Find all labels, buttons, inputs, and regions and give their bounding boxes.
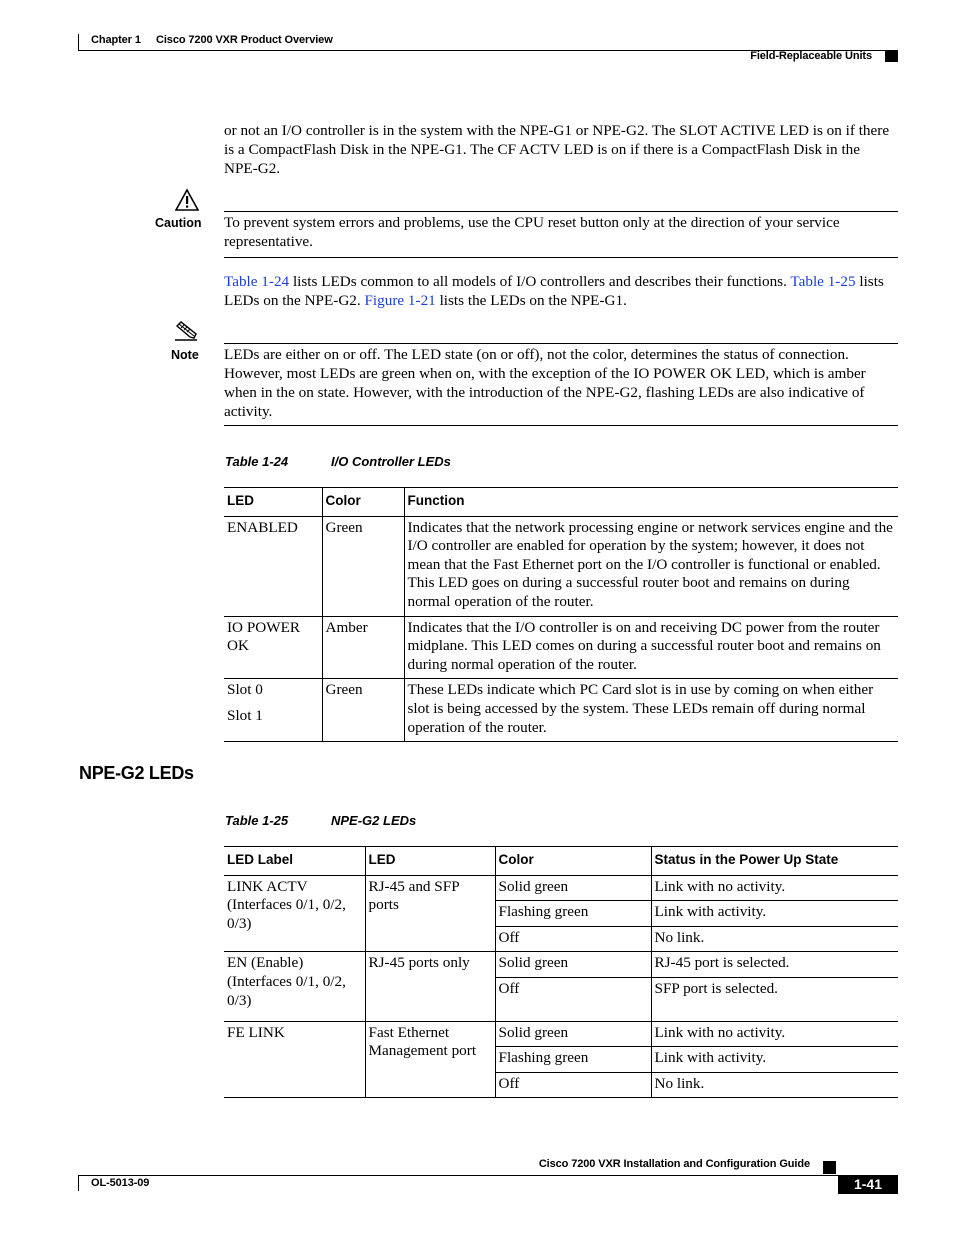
header-led-label: LED Label	[227, 852, 294, 867]
cell-color: Solid green	[495, 952, 651, 978]
cell-led-label: LINK ACTV (Interfaces 0/1, 0/2, 0/3)	[224, 875, 365, 952]
table-1-24-number: Table 1-24	[225, 454, 289, 469]
header-function: Function	[404, 488, 898, 517]
cell-color: Green	[322, 516, 404, 616]
note-text: LEDs are either on or off. The LED state (on or off), not the color, determines the status of connection. However, most LEDs are green when on, with the exception of the IO POWER OK LED, which is amber when in the on state. However, with the introduction of the NPE-G2, flashing LEDs are also indicative of activity.	[224, 346, 866, 420]
section-heading: NPE-G2 LEDs	[79, 763, 194, 783]
footer-doc-number: OL-5013-09	[91, 1177, 150, 1189]
cell-color: Solid green	[495, 875, 651, 901]
cell-status: Link with no activity.	[651, 875, 898, 901]
header-led: LED	[365, 847, 495, 876]
cell-color: Off	[495, 926, 651, 952]
note-top-rule	[224, 343, 898, 344]
cell-led-line-2: Slot 1	[227, 706, 263, 724]
cell-led-label: EN (Enable) (Interfaces 0/1, 0/2, 0/3)	[224, 952, 365, 1021]
table-row	[224, 516, 898, 616]
cell-color: Off	[495, 977, 651, 1021]
table-1-25-link[interactable]: Table 1-25	[790, 273, 856, 290]
table-row	[224, 875, 898, 901]
caution-bottom-rule	[224, 257, 898, 258]
caution-text: To prevent system errors and problems, use the CPU reset button only at the direction of your service representative.	[224, 214, 840, 250]
cell-status: Link with no activity.	[651, 1021, 898, 1047]
header-section: Field-Replaceable Units	[750, 50, 872, 62]
footer-marker-block	[823, 1161, 836, 1174]
cell-led: ENABLED	[227, 518, 298, 536]
cell-function: Indicates that the network processing engine or network services engine and the I/O controller are enabled for operation by the system; however, it does not mean that the Fast Ethernet port on the I/O controller is functional or enabled. This LED goes on during a successful router boot and remains on during normal operation of the router.	[404, 516, 898, 616]
header-left-bar	[78, 34, 79, 51]
cell-status: No link.	[651, 926, 898, 952]
cell-status: No link.	[651, 1072, 898, 1098]
note-pencil-icon	[172, 320, 200, 344]
cell-led: IO POWER OK	[227, 618, 300, 655]
header-chapter: Chapter 1	[91, 34, 141, 46]
cell-led: RJ-45 and SFP ports	[365, 875, 495, 952]
header-status: Status in the Power Up State	[651, 847, 898, 876]
cell-color: Solid green	[495, 1021, 651, 1047]
cell-color: Flashing green	[495, 1047, 651, 1073]
header-color: Color	[322, 488, 404, 517]
table-row	[224, 952, 898, 978]
header-chapter-title: Cisco 7200 VXR Product Overview	[156, 34, 333, 46]
table-1-25	[224, 846, 898, 1098]
table-1-24-link[interactable]: Table 1-24	[224, 273, 290, 290]
cell-color: Green	[322, 679, 404, 742]
footer-guide-title: Cisco 7200 VXR Installation and Configuration Guide	[538, 1158, 810, 1170]
table-1-25-number: Table 1-25	[225, 813, 289, 828]
note-bottom-rule	[224, 425, 898, 426]
cell-function: These LEDs indicate which PC Card slot is in use by coming on when either slot is being accessed by the system. These LEDs remain off during normal operation of the router.	[404, 679, 898, 742]
cell-led: Fast Ethernet Management port	[365, 1021, 495, 1098]
table-row	[224, 1021, 898, 1047]
cell-led	[224, 679, 322, 742]
cell-led: RJ-45 ports only	[365, 952, 495, 1021]
references-paragraph: Table 1-24 lists LEDs common to all models of I/O controllers and describes their functions. Table 1-25 lists LEDs on the NPE-G2. Figure 1-21 lists the LEDs on the NPE-G1.	[224, 273, 884, 309]
table-header-row	[224, 488, 898, 517]
caution-label: Caution	[155, 216, 202, 230]
table-1-25-title: NPE-G2 LEDs	[331, 813, 417, 828]
cell-status: RJ-45 port is selected.	[651, 952, 898, 978]
header-color: Color	[495, 847, 651, 876]
table-1-24	[224, 487, 898, 742]
cell-color: Flashing green	[495, 901, 651, 927]
table-header-row	[224, 847, 898, 876]
table-row	[224, 616, 898, 679]
intro-paragraph: or not an I/O controller is in the system with the NPE-G1 or NPE-G2. The SLOT ACTIVE LED is on if there is a CompactFlash Disk in the NPE-G1. The CF ACTV LED is on if there is a CompactFlash Disk in the NPE-G2.	[224, 122, 890, 177]
cell-color: Amber	[322, 616, 404, 679]
note-label: Note	[171, 348, 199, 362]
footer-left-bar	[78, 1175, 79, 1191]
footer-rule	[78, 1175, 898, 1176]
cell-status: Link with activity.	[651, 1047, 898, 1073]
cell-status: Link with activity.	[651, 901, 898, 927]
caution-top-rule	[224, 211, 898, 212]
cell-function: Indicates that the I/O controller is on and receiving DC power from the router midplane. This LED comes on during a successful router boot and remains on during normal operation of the router.	[404, 616, 898, 679]
cell-status: SFP port is selected.	[651, 977, 898, 1021]
table-1-24-title: I/O Controller LEDs	[331, 454, 451, 469]
cell-led-label: FE LINK	[224, 1021, 365, 1098]
cell-color: Off	[495, 1072, 651, 1098]
figure-1-21-link[interactable]: Figure 1-21	[364, 292, 436, 309]
caution-icon	[175, 188, 199, 212]
footer-page-number: 1-41	[838, 1175, 898, 1194]
header-marker-block	[885, 50, 898, 62]
header-led: LED	[227, 493, 254, 508]
cell-led-line-1: Slot 0	[227, 681, 263, 699]
table-row	[224, 679, 898, 742]
